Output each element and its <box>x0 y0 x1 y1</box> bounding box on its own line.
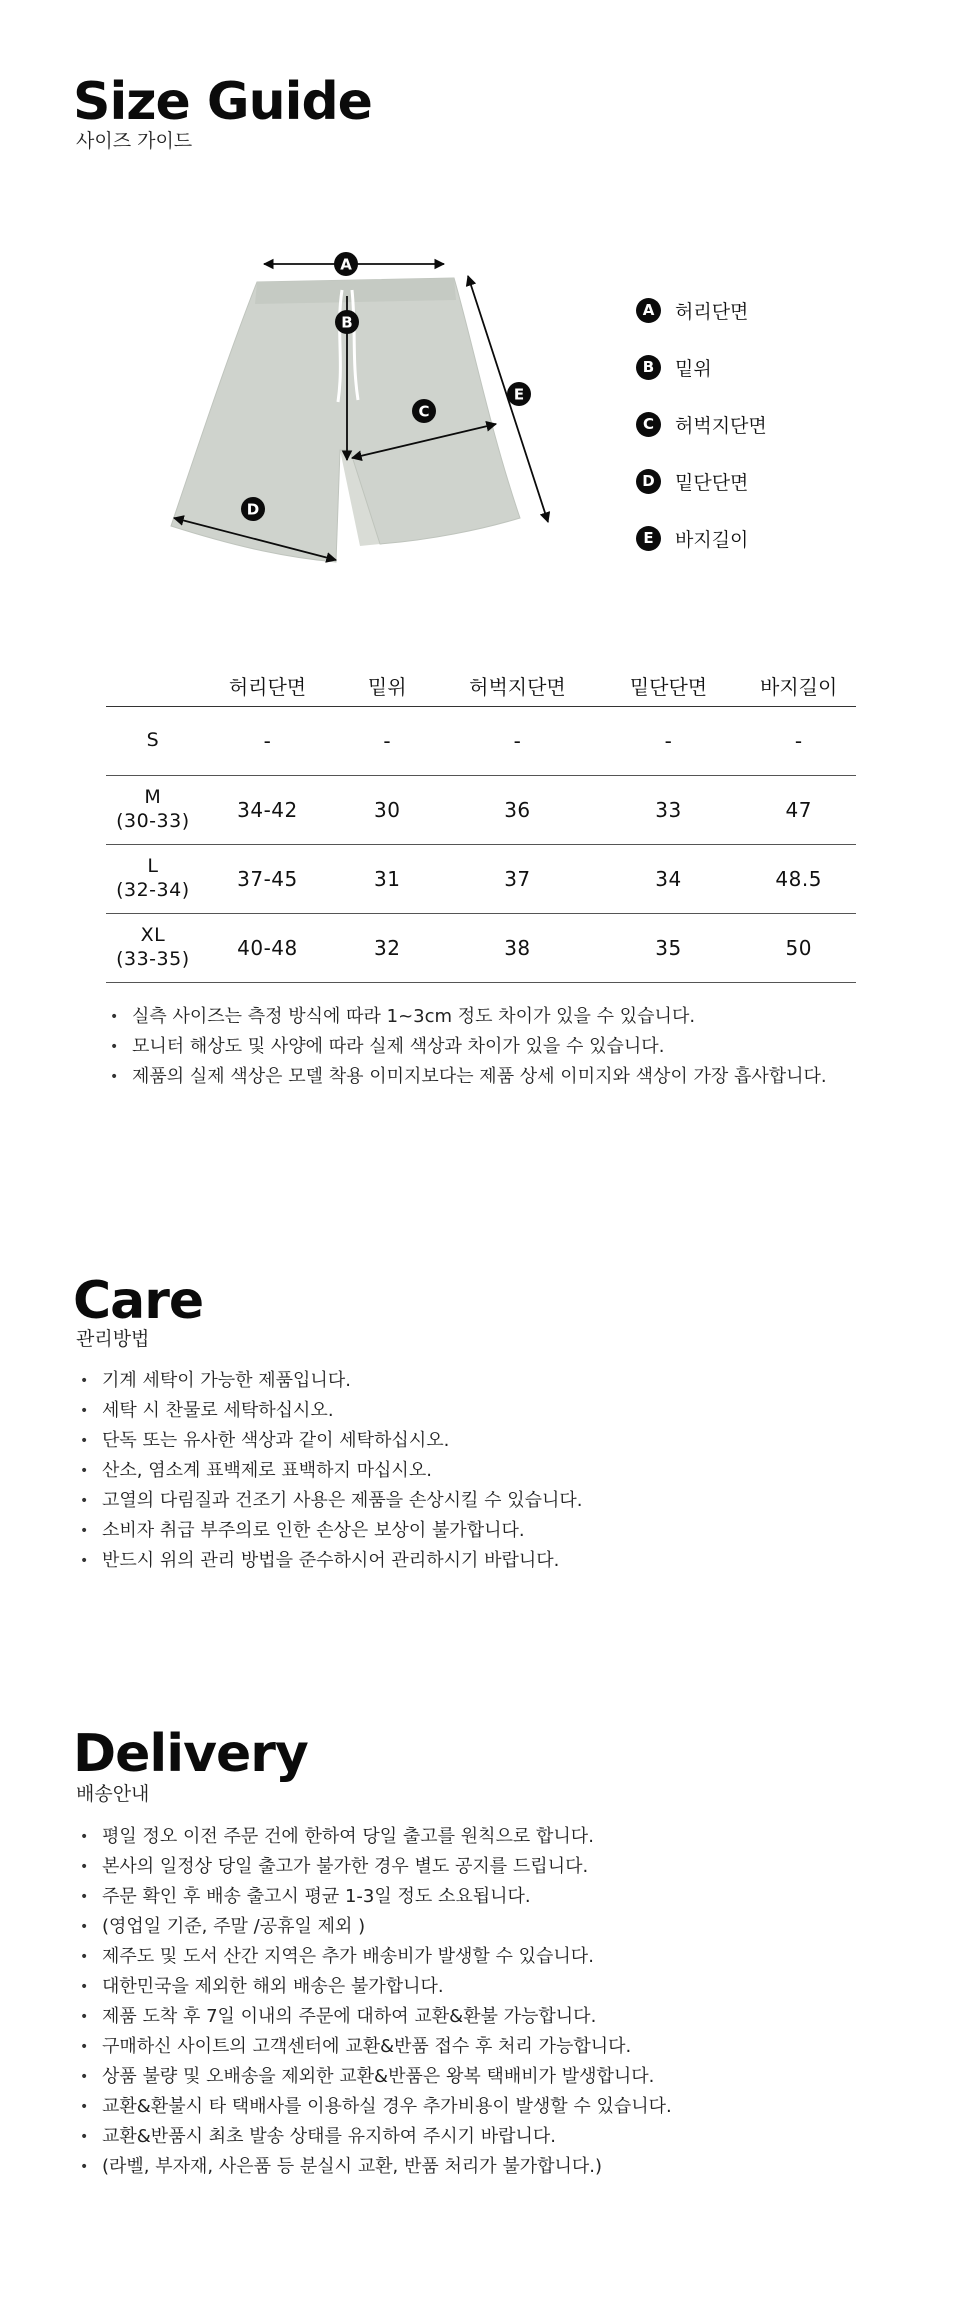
svg-text:A: A <box>340 255 352 274</box>
legend-label: 밑단단면 <box>675 471 749 494</box>
legend-item-length <box>636 524 876 552</box>
shorts-diagram <box>160 230 560 580</box>
size-guide-subtitle: 사이즈 가이드 <box>76 130 193 152</box>
legend-item-rise <box>636 353 876 381</box>
value-cell: - <box>439 707 595 776</box>
value-cell: 33 <box>596 776 742 845</box>
size-notes <box>106 1002 827 1092</box>
header-length: 바지길이 <box>741 664 856 707</box>
size-guide-title: Size Guide <box>73 72 372 132</box>
marker-e <box>507 382 531 406</box>
legend-badge-a: A <box>636 298 661 323</box>
list-item: • 구매하신 사이트의 고객센터에 교환&반품 접수 후 처리 가능합니다. <box>76 2032 672 2062</box>
header-waist: 허리단면 <box>200 664 335 707</box>
value-cell: 35 <box>596 914 742 983</box>
marker-d <box>241 497 265 521</box>
list-item: • 제주도 및 도서 산간 지역은 추가 배송비가 발생할 수 있습니다. <box>76 1942 672 1972</box>
list-item: • 세탁 시 찬물로 세탁하십시오. <box>76 1396 582 1426</box>
list-item: • 반드시 위의 관리 방법을 준수하시어 관리하시기 바랍니다. <box>76 1546 582 1576</box>
list-item: • 단독 또는 유사한 색상과 같이 세탁하십시오. <box>76 1426 582 1456</box>
list-item: • 교환&환불시 타 택배사를 이용하실 경우 추가비용이 발생할 수 있습니다. <box>76 2092 672 2122</box>
list-item: • 제품의 실제 색상은 모델 착용 이미지보다는 제품 상세 이미지와 색상이 가장 흡사합니다. <box>106 1062 827 1092</box>
delivery-subtitle: 배송안내 <box>76 1783 150 1805</box>
value-cell: - <box>741 707 856 776</box>
header-hem: 밑단단면 <box>596 664 742 707</box>
legend-badge-b: B <box>636 355 661 380</box>
legend-label: 바지길이 <box>675 528 749 551</box>
table-row <box>106 707 856 776</box>
value-cell: 38 <box>439 914 595 983</box>
list-item: • 실측 사이즈는 측정 방식에 따라 1~3cm 정도 차이가 있을 수 있습니다. <box>106 1002 827 1032</box>
marker-c <box>412 399 436 423</box>
table-header-row <box>106 664 856 707</box>
care-list <box>76 1366 582 1576</box>
value-cell: 47 <box>741 776 856 845</box>
legend-label: 밑위 <box>675 357 712 380</box>
value-cell: - <box>200 707 335 776</box>
list-item: • 제품 도착 후 7일 이내의 주문에 대하여 교환&환불 가능합니다. <box>76 2002 672 2032</box>
care-title: Care <box>73 1271 204 1331</box>
list-item: • 소비자 취급 부주의로 인한 손상은 보상이 불가합니다. <box>76 1516 582 1546</box>
list-item: • 상품 불량 및 오배송을 제외한 교환&반품은 왕복 택배비가 발생합니다. <box>76 2062 672 2092</box>
value-cell: 40-48 <box>200 914 335 983</box>
list-item: • 기계 세탁이 가능한 제품입니다. <box>76 1366 582 1396</box>
size-cell: XL (33-35) <box>106 914 200 983</box>
value-cell: 37 <box>439 845 595 914</box>
svg-text:C: C <box>418 402 430 421</box>
size-cell: M (30-33) <box>106 776 200 845</box>
svg-text:D: D <box>246 500 260 519</box>
list-item: • 교환&반품시 최초 발송 상태를 유지하여 주시기 바랍니다. <box>76 2122 672 2152</box>
legend-badge-e: E <box>636 526 661 551</box>
delivery-list <box>76 1822 672 2182</box>
header-thigh: 허벅지단면 <box>439 664 595 707</box>
list-item: • 본사의 일정상 당일 출고가 불가한 경우 별도 공지를 드립니다. <box>76 1852 672 1882</box>
value-cell: - <box>596 707 742 776</box>
list-item: • (라벨, 부자재, 사은품 등 분실시 교환, 반품 처리가 불가합니다.) <box>76 2152 672 2182</box>
list-item: • 평일 정오 이전 주문 건에 한하여 당일 출고를 원칙으로 합니다. <box>76 1822 672 1852</box>
legend-label: 허리단면 <box>675 300 749 323</box>
list-item: • 고열의 다림질과 건조기 사용은 제품을 손상시킬 수 있습니다. <box>76 1486 582 1516</box>
value-cell: 34-42 <box>200 776 335 845</box>
list-item: • (영업일 기준, 주말 /공휴일 제외 ) <box>76 1912 672 1942</box>
list-item: • 주문 확인 후 배송 출고시 평균 1-3일 정도 소요됩니다. <box>76 1882 672 1912</box>
value-cell: 37-45 <box>200 845 335 914</box>
table-row <box>106 845 856 914</box>
legend-item-thigh <box>636 410 876 438</box>
list-item: • 대한민국을 제외한 해외 배송은 불가합니다. <box>76 1972 672 2002</box>
svg-text:B: B <box>341 313 353 332</box>
value-cell: 30 <box>335 776 439 845</box>
header-rise: 밑위 <box>335 664 439 707</box>
value-cell: 34 <box>596 845 742 914</box>
measurement-legend <box>636 296 876 581</box>
value-cell: 31 <box>335 845 439 914</box>
legend-item-waist <box>636 296 876 324</box>
value-cell: 32 <box>335 914 439 983</box>
list-item: • 산소, 염소계 표백제로 표백하지 마십시오. <box>76 1456 582 1486</box>
legend-label: 허벅지단면 <box>675 414 767 437</box>
value-cell: 50 <box>741 914 856 983</box>
marker-b <box>335 310 359 334</box>
size-cell: L (32-34) <box>106 845 200 914</box>
size-cell: S <box>106 707 200 776</box>
legend-badge-d: D <box>636 469 661 494</box>
care-subtitle: 관리방법 <box>76 1328 150 1350</box>
list-item: • 모니터 해상도 및 사양에 따라 실제 색상과 차이가 있을 수 있습니다. <box>106 1032 827 1062</box>
table-row <box>106 914 856 983</box>
header-size <box>106 664 200 707</box>
delivery-title: Delivery <box>73 1724 308 1784</box>
value-cell: 36 <box>439 776 595 845</box>
marker-a <box>334 252 358 276</box>
table-row <box>106 776 856 845</box>
value-cell: 48.5 <box>741 845 856 914</box>
size-table <box>106 664 856 983</box>
legend-item-hem <box>636 467 876 495</box>
value-cell: - <box>335 707 439 776</box>
legend-badge-c: C <box>636 412 661 437</box>
svg-text:E: E <box>513 385 525 404</box>
